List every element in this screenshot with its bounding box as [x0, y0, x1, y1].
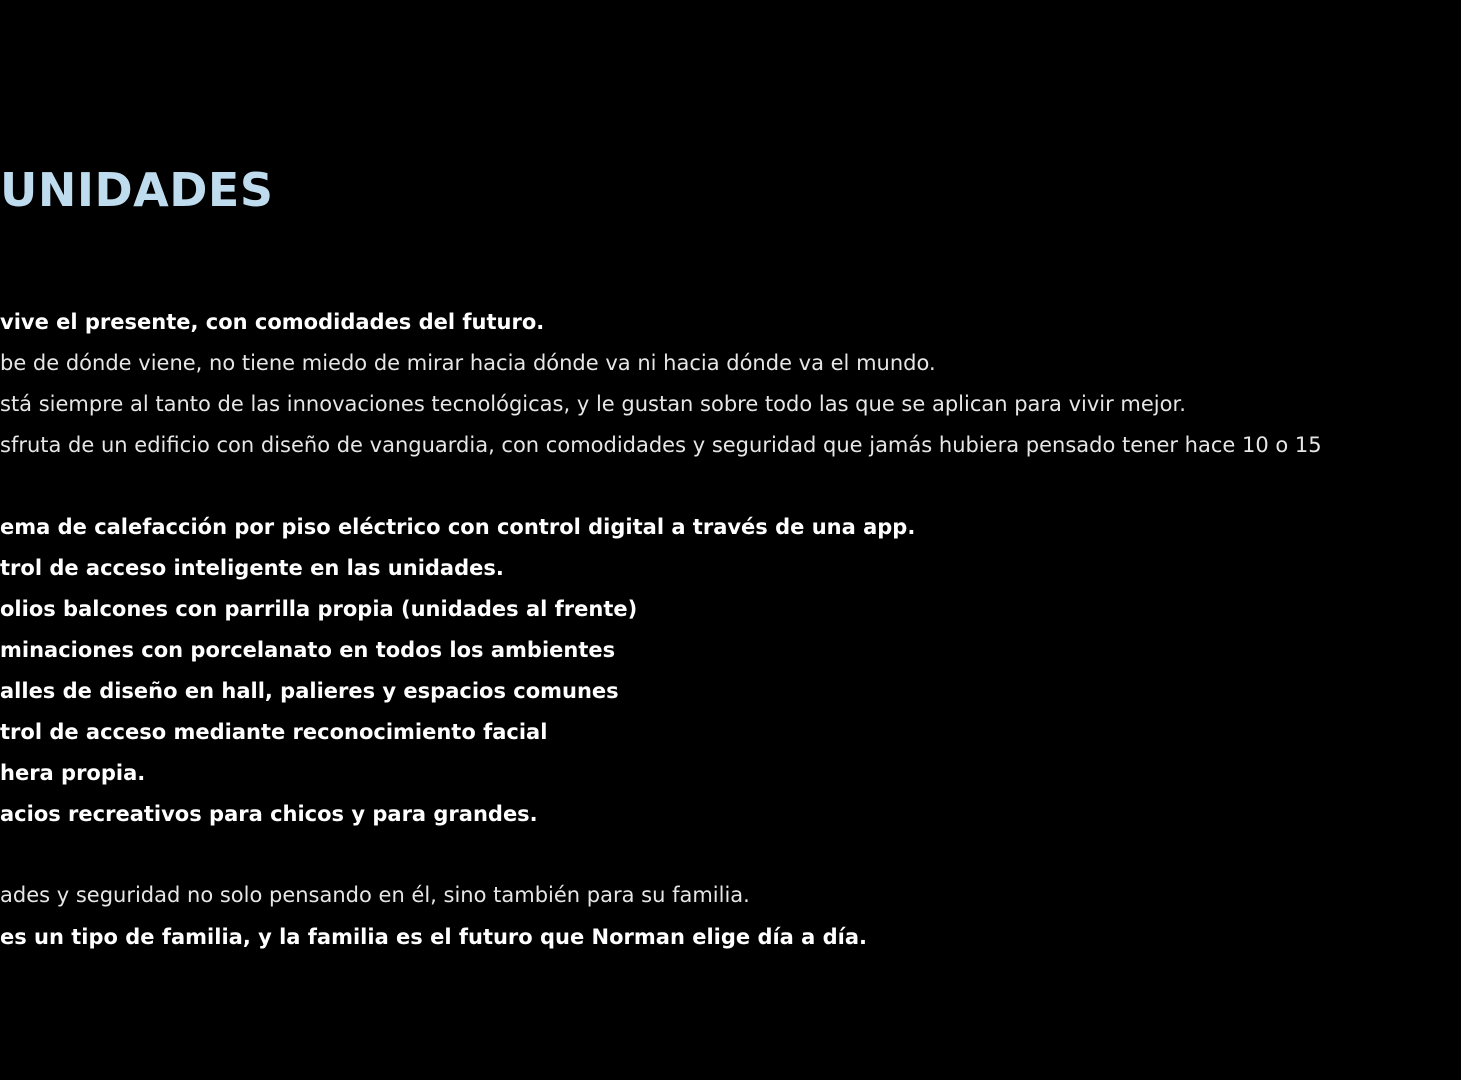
closing-line-1: ades y seguridad no solo pensando en él, sino también para su familia.: [0, 883, 750, 907]
feature-item: trol de acceso inteligente en las unidades.: [0, 556, 504, 580]
intro-line-1: vive el presente, con comodidades del futuro.: [0, 310, 545, 334]
intro-line-4: sfruta de un edificio con diseño de vanguardia, con comodidades y seguridad que jamás hubiera pensado tener hace 10 o 15: [0, 433, 1322, 457]
feature-item: olios balcones con parrilla propia (unidades al frente): [0, 597, 638, 621]
feature-item: ema de calefacción por piso eléctrico con control digital a través de una app.: [0, 515, 916, 539]
closing-line-2: es un tipo de familia, y la familia es el futuro que Norman elige día a día.: [0, 925, 868, 949]
feature-item: hera propia.: [0, 761, 146, 785]
feature-item: trol de acceso mediante reconocimiento facial: [0, 720, 548, 744]
feature-item: alles de diseño en hall, palieres y espacios comunes: [0, 679, 619, 703]
intro-line-2: be de dónde viene, no tiene miedo de mirar hacia dónde va ni hacia dónde va el mundo.: [0, 351, 936, 375]
feature-item: acios recreativos para chicos y para grandes.: [0, 802, 538, 826]
feature-item: minaciones con porcelanato en todos los ambientes: [0, 638, 616, 662]
intro-line-3: stá siempre al tanto de las innovaciones tecnológicas, y le gustan sobre todo las que se aplican para vivir mejor.: [0, 392, 1186, 416]
page-title: UNIDADES: [0, 163, 274, 217]
